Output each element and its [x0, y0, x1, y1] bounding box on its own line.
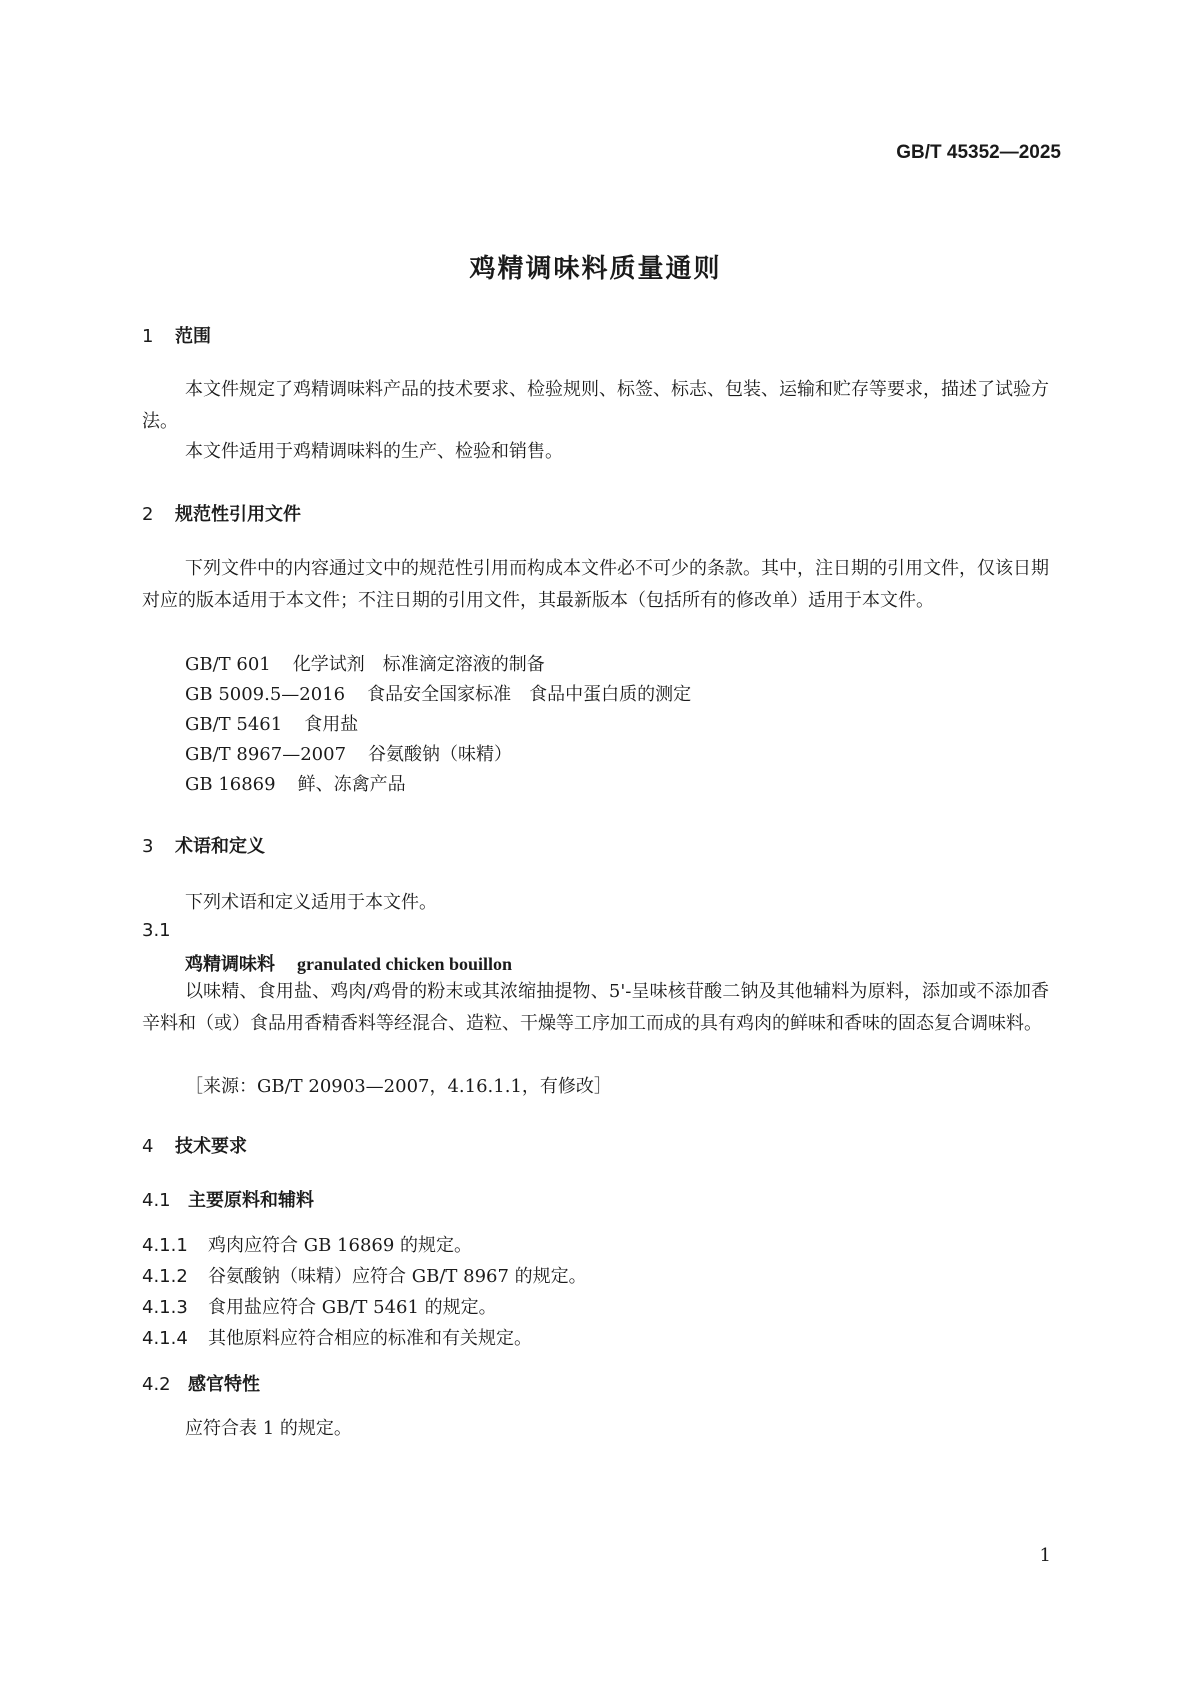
clause-number: 4.1.4	[142, 1328, 188, 1349]
reference-item	[185, 650, 545, 676]
clause-number: 4.1.1	[142, 1235, 188, 1256]
reference-item	[185, 740, 512, 766]
term-entry	[185, 950, 512, 976]
reference-item	[185, 680, 691, 706]
section-2-heading	[142, 500, 301, 526]
document-title: 鸡精调味料质量通则	[469, 254, 722, 284]
section-title: 规范性引用文件	[175, 504, 301, 525]
section-2-paragraph-1: 下列文件中的内容通过文中的规范性引用而构成本文件必不可少的条款。其中，注日期的引用文件，仅该日期对应的版本适用于本文件；不注日期的引用文件，其最新版本（包括所有的修改单）适用于本文件。	[142, 558, 1049, 611]
reference-item	[185, 770, 406, 796]
subsection-4-2-heading	[142, 1370, 260, 1396]
term-definition: 以味精、食用盐、鸡肉/鸡骨的粉末或其浓缩抽提物、5'-呈味核苷酸二钠及其他辅料为原料，添加或不添加香辛料和（或）食品用香精香料等经混合、造粒、干燥等工序加工而成的具有鸡肉的鲜味和香味的固态复合调味料。	[142, 981, 1049, 1034]
clause-item	[142, 1324, 532, 1350]
section-1-paragraph-2: 本文件适用于鸡精调味料的生产、检验和销售。	[185, 441, 563, 462]
clause-item	[142, 1262, 587, 1288]
reference-name: 谷氨酸钠（味精）	[368, 744, 513, 765]
reference-code: GB/T 8967—2007	[185, 744, 347, 765]
reference-code: GB 5009.5—2016	[185, 684, 346, 705]
clause-text: 其他原料应符合相应的标准和有关规定。	[208, 1328, 532, 1349]
subsection-number: 4.2	[142, 1374, 171, 1395]
section-4-heading	[142, 1132, 247, 1158]
term-source: ［来源：GB/T 20903—2007，4.16.1.1，有修改］	[185, 1076, 612, 1097]
clause-text: 食用盐应符合 GB/T 5461 的规定。	[208, 1297, 497, 1318]
subsection-4-2-paragraph: 应符合表 1 的规定。	[185, 1418, 352, 1439]
subsection-title: 感官特性	[188, 1374, 260, 1395]
clause-number: 4.1.3	[142, 1297, 188, 1318]
clause-item	[142, 1231, 472, 1257]
clause-text: 鸡肉应符合 GB 16869 的规定。	[208, 1235, 473, 1256]
term-english: granulated chicken bouillon	[297, 954, 513, 974]
section-1-heading	[142, 322, 211, 348]
section-number: 1	[142, 326, 154, 347]
section-3-paragraph-1: 下列术语和定义适用于本文件。	[185, 892, 437, 913]
section-title: 术语和定义	[175, 836, 265, 857]
section-3-heading	[142, 832, 265, 858]
page-number: 1	[1039, 1545, 1051, 1566]
reference-name: 化学试剂 标准滴定溶液的制备	[292, 654, 545, 675]
clause-number: 4.1.2	[142, 1266, 188, 1287]
reference-code: GB/T 5461	[185, 714, 283, 735]
subsection-title: 主要原料和辅料	[188, 1190, 314, 1211]
section-number: 4	[142, 1136, 154, 1157]
subsection-4-1-heading	[142, 1186, 314, 1212]
term-chinese: 鸡精调味料	[185, 954, 275, 975]
section-title: 范围	[175, 326, 211, 347]
reference-name: 食用盐	[304, 714, 359, 735]
reference-code: GB 16869	[185, 774, 276, 795]
reference-code: GB/T 601	[185, 654, 271, 675]
section-1-paragraph-1: 本文件规定了鸡精调味料产品的技术要求、检验规则、标签、标志、包装、运输和贮存等要求，描述了试验方法。	[142, 379, 1049, 432]
reference-name: 食品安全国家标准 食品中蛋白质的测定	[367, 684, 692, 705]
section-number: 2	[142, 504, 154, 525]
clause-text: 谷氨酸钠（味精）应符合 GB/T 8967 的规定。	[208, 1266, 587, 1287]
clause-item	[142, 1293, 497, 1319]
reference-name: 鲜、冻禽产品	[297, 774, 406, 795]
subsection-number: 4.1	[142, 1190, 171, 1211]
reference-item	[185, 710, 358, 736]
section-number: 3	[142, 836, 154, 857]
standard-number: GB/T 45352—2025	[896, 142, 1061, 163]
section-title: 技术要求	[175, 1136, 247, 1157]
term-number: 3.1	[142, 920, 171, 941]
